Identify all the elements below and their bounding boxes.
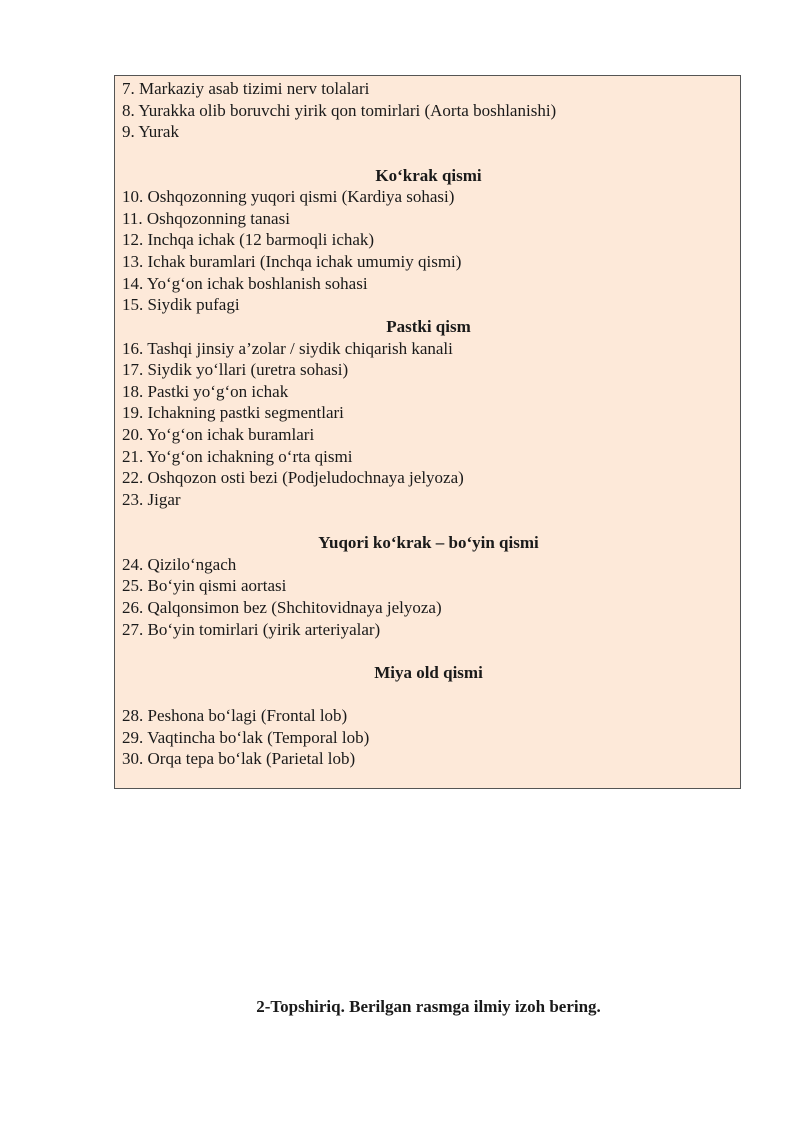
list-item: 26. Qalqonsimon bez (Shchitovidnaya jelyoza) [122, 598, 442, 617]
list-item: 29. Vaqtincha bo‘lak (Temporal lob) [122, 728, 370, 747]
list-item: 7. Markaziy asab tizimi nerv tolalari [122, 79, 370, 98]
list-item: 19. Ichakning pastki segmentlari [122, 403, 344, 422]
list-item: 14. Yo‘g‘on ichak boshlanish sohasi [122, 274, 368, 293]
list-item: 15. Siydik pufagi [122, 295, 240, 314]
section-heading-yuqori-kokrak: Yuqori ko‘krak – bo‘yin qismi [318, 533, 539, 552]
list-item: 17. Siydik yo‘llari (uretra sohasi) [122, 360, 349, 379]
list-item: 13. Ichak buramlari (Inchqa ichak umumiy qismi) [122, 252, 462, 271]
list-item: 16. Tashqi jinsiy a’zolar / siydik chiqarish kanali [122, 339, 453, 358]
organ-list-box [114, 75, 741, 789]
list-item: 28. Peshona bo‘lagi (Frontal lob) [122, 706, 348, 725]
list-item: 27. Bo‘yin tomirlari (yirik arteriyalar) [122, 620, 381, 639]
list-item: 30. Orqa tepa bo‘lak (Parietal lob) [122, 749, 356, 768]
list-item: 12. Inchqa ichak (12 barmoqli ichak) [122, 230, 375, 249]
list-item: 22. Oshqozon osti bezi (Podjeludochnaya jelyoza) [122, 468, 464, 487]
section-heading-pastki: Pastki qism [386, 317, 471, 336]
list-item: 24. Qizilo‘ngach [122, 555, 237, 574]
section-heading-kokrak: Ko‘krak qismi [375, 166, 482, 185]
list-item: 23. Jigar [122, 490, 181, 509]
section-heading-miya: Miya old qismi [374, 663, 483, 682]
list-item: 11. Oshqozonning tanasi [122, 209, 290, 228]
list-item: 10. Oshqozonning yuqori qismi (Kardiya sohasi) [122, 187, 455, 206]
list-item: 18. Pastki yo‘g‘on ichak [122, 382, 289, 401]
list-item: 25. Bo‘yin qismi aortasi [122, 576, 287, 595]
list-item: 8. Yurakka olib boruvchi yirik qon tomirlari (Aorta boshlanishi) [122, 101, 557, 120]
list-item: 20. Yo‘g‘on ichak buramlari [122, 425, 315, 444]
list-item: 9. Yurak [122, 122, 179, 141]
list-item: 21. Yo‘g‘on ichakning o‘rta qismi [122, 447, 353, 466]
task-instruction: 2-Topshiriq. Berilgan rasmga ilmiy izoh bering. [256, 997, 601, 1016]
